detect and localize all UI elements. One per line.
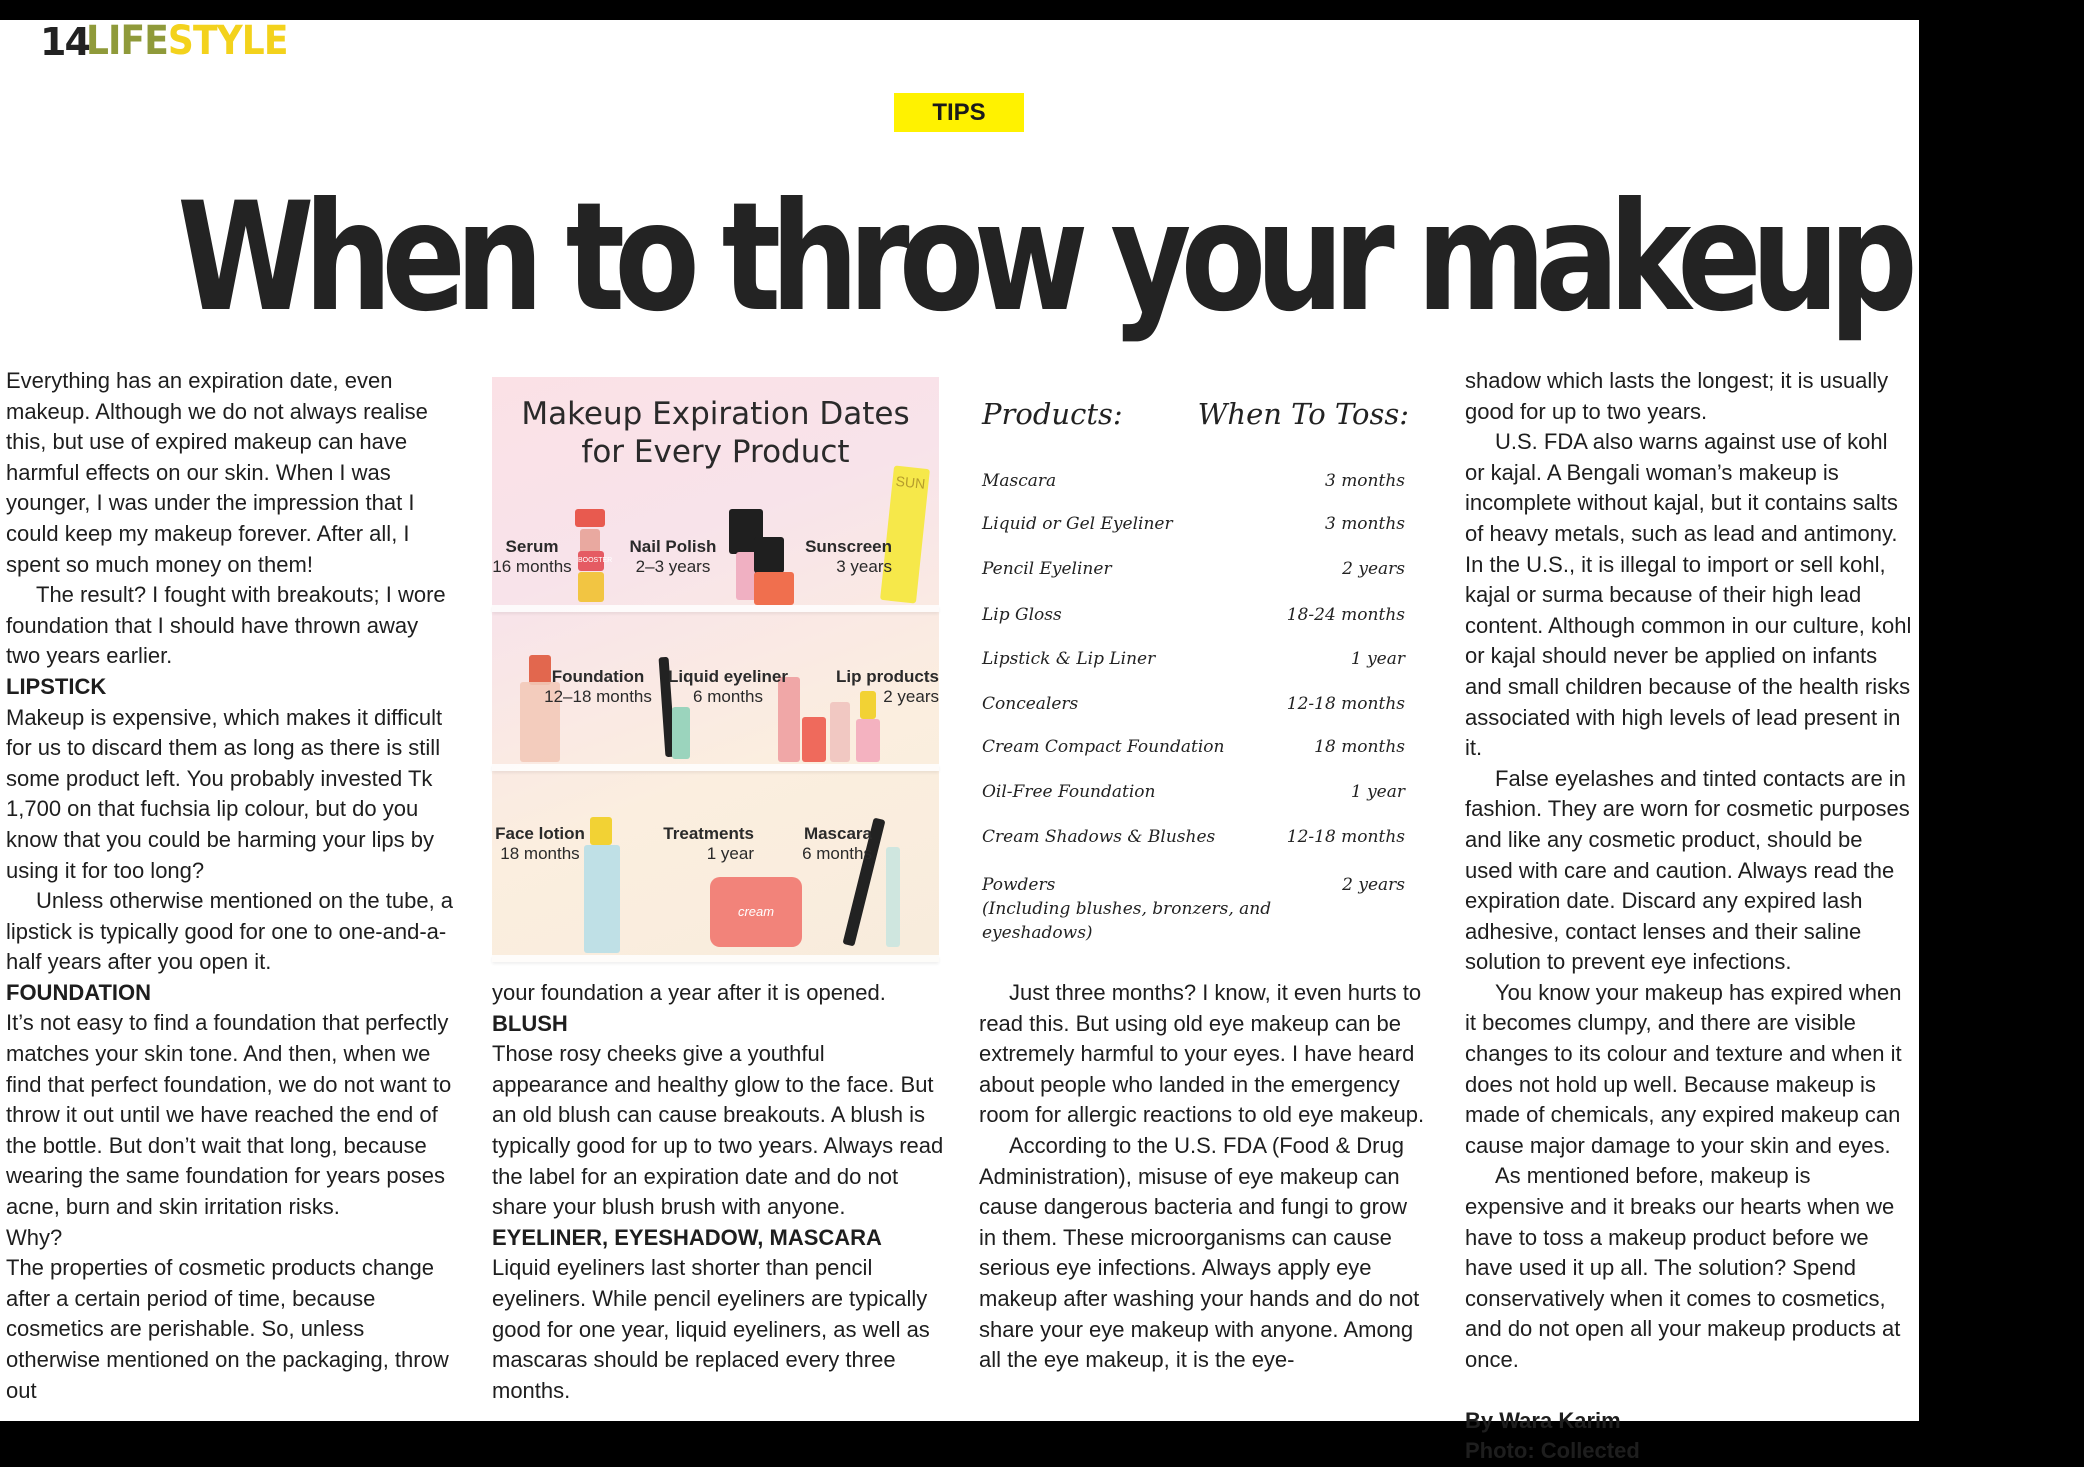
serum-dropper-icon [575,509,605,527]
row-time: 2 years [1342,875,1405,895]
item-name: Nail Polish [629,537,717,556]
row-time: 12-18 months [1286,827,1405,847]
row-product: Mascara [982,471,1057,491]
row-product-name: Powders [982,875,1056,895]
row-time: 3 months [1324,514,1405,534]
item-time: 3 years [836,557,892,576]
subheading-blush: BLUSH [492,1010,568,1036]
article-column-4 [1465,366,1913,1467]
lip-products-label [827,667,939,707]
row-time: 3 months [1324,471,1405,491]
paragraph: As mentioned before, makeup is expensive and it breaks our hearts when we have to toss a makeup product before we have used it up all. The solution? Spend conservatively when it comes to cosmetics, and do not open all your makeup products at once. [1465,1163,1901,1372]
paragraph: Unless otherwise mentioned on the tube, a lipstick is typically good for one to one-and-a-half years after you open it. [6,888,454,975]
paragraph: The result? I fought with breakouts; I wore foundation that I should have thrown away two years earlier. [6,582,446,669]
row-product: Concealers [982,694,1079,714]
tips-tag: TIPS [894,93,1024,132]
article-column-3 [979,978,1429,1376]
item-name: Treatments [663,824,754,843]
why-line: Why? [6,1224,63,1250]
paragraph: Makeup is expensive, which makes it difficult for us to discard them as long as there is still some product left. You probably invested Tk 1,700 on that fuchsia lip colour, but do you know that you could be harming your lips by using it for too long? [6,704,443,883]
treatment-cream-jar-icon: cream [710,877,802,947]
face-lotion-cap-icon [590,817,612,845]
mascara-tube-icon [886,847,900,947]
lipstick-icon [802,717,826,762]
subheading-foundation: FOUNDATION [6,979,152,1005]
section-logo [86,18,288,64]
paragraph: Just three months? I know, it even hurts to read this. But using old eye makeup can be extremely harmful to your eyes. I have heard about people who landed in the emergency room for allergic reactions to old eye makeup. [979,980,1425,1128]
liquid-eyeliner-label [668,667,788,707]
liquid-eyeliner-tube-icon [672,707,690,759]
shelf [492,764,939,771]
item-name: Sunscreen [805,537,892,556]
row-time: 18 months [1314,737,1405,757]
subheading-lipstick: LIPSTICK [6,673,107,699]
item-name: Foundation [551,667,645,686]
section-life: LIFE [86,18,168,64]
item-time: 16 months [492,557,572,576]
paragraph: Those rosy cheeks give a youthful appearance and healthy glow to the face. But an old blush can cause breakouts. A blush is typically good for up to two years. Always read the label for an expiration date and do not share your blush brush with anyone. [492,1041,944,1220]
nail-polish-label [618,537,728,577]
lipstick-icon [830,702,850,762]
paragraph: According to the U.S. FDA (Food & Drug Administration), misuse of eye makeup can cause dangerous bacteria and fungi to grow in them. These microorganisms can cause serious eye infections. Always apply eye makeup after washing your hands and do not share your eye makeup with anyone. Among all the eye makeup, it is the eye- [979,1132,1420,1373]
paragraph: Liquid eyeliners last shorter than pencil eyeliners. While pencil eyeliners are typically good for one year, liquid eyeliners, as well as mascaras should be replaced every three months. [492,1255,930,1403]
toss-table [979,377,1409,962]
row-time: 18-24 months [1286,605,1405,625]
article-column-1 [6,366,454,1406]
item-time: 12–18 months [544,687,652,706]
paragraph: your foundation a year after it is opened. [492,980,886,1005]
row-product: Cream Compact Foundation [982,737,1225,757]
paragraph: False eyelashes and tinted contacts are in fashion. They are worn for cosmetic purposes and like any cosmetic product, should be used with care and caution. Always read the expiration date. Discard any expired lash adhesive, contact lenses and their saline solution to prevent eye infections. [1465,765,1910,975]
nail-polish-cap-icon [754,537,784,573]
nail-polish-bottle-icon [754,572,794,605]
sunscreen-tube-icon: SUN [880,465,930,603]
item-name: Face lotion [495,824,585,843]
page-number: 14 [40,20,89,64]
paragraph: You know your makeup has expired when it becomes clumpy, and there are visible changes to its colour and texture and when it does not hold up well. Because makeup is made of chemicals, any expired makeup can cause major damage to your skin and eyes. [1465,979,1902,1158]
expiration-infographic [492,377,939,962]
row-product: Liquid or Gel Eyeliner [982,514,1173,534]
shelf [492,605,939,612]
row-product: Lipstick & Lip Liner [982,649,1156,669]
sunscreen-label [802,537,892,577]
section-style: STYLE [167,18,288,64]
serum-neck-icon [580,529,600,553]
row-time: 12-18 months [1286,694,1405,714]
item-time: 6 months [802,844,872,863]
row-time: 2 years [1342,559,1405,579]
serum-bottle-icon [578,572,604,602]
paragraph: Everything has an expiration date, even makeup. Although we do not always realise this, but use of expired makeup can have harmful effects on our skin. When I was younger, I was under the impression that I could keep my makeup forever. After all, I spent so much money on them! [6,368,428,577]
foundation-label [538,667,658,707]
face-lotion-label [494,824,586,864]
serum-label [492,537,572,577]
paragraph: shadow which lasts the longest; it is usually good for up to two years. [1465,368,1889,424]
infographic-title-line-2: for Every Product [581,434,850,470]
table-header-toss: When To Toss: [1197,397,1409,431]
headline [0,168,1919,348]
mascara-label [792,824,872,864]
paragraph: The properties of cosmetic products change after a certain period of time, because cosmetics are perishable. So, unless otherwise mentioned on the packaging, throw out [6,1255,449,1403]
item-name: Liquid eyeliner [668,667,788,686]
item-time: 18 months [500,844,580,863]
item-time: 1 year [706,844,754,863]
row-product [982,873,1282,945]
item-time: 6 months [693,687,763,706]
row-product: Pencil Eyeliner [982,559,1112,579]
treatments-label [644,824,754,864]
paragraph: It’s not easy to find a foundation that perfectly matches your skin tone. And then, when we find that perfect foundation, we do not want to throw it out until we have reached the end of the bottle. But don’t wait that long, because wearing the same foundation for years poses acne, burn and skin irritation risks. [6,1010,452,1220]
face-lotion-bottle-icon [584,845,620,953]
row-product: Lip Gloss [982,605,1062,625]
row-time: 1 year [1350,782,1405,802]
item-name: Lip products [836,667,939,686]
infographic-title [492,395,939,471]
lipstick-icon [856,719,880,762]
item-name: Mascara [803,824,872,843]
subheading-eye-makeup: EYELINER, EYESHADOW, MASCARA [492,1224,882,1250]
photo-credit: Photo: Collected [1465,1438,1640,1464]
row-product-note: (Including blushes, bronzers, and eyeshadows) [982,899,1272,943]
row-product: Oil-Free Foundation [982,782,1156,802]
serum-label-icon: BOOSTER [578,551,604,571]
byline: By Wara Karim [1465,1407,1621,1433]
article-column-2 [492,978,944,1406]
row-product: Cream Shadows & Blushes [982,827,1216,847]
item-time: 2 years [883,687,939,706]
shelf [492,955,939,962]
infographic-title-line-1: Makeup Expiration Dates [521,396,910,432]
table-header-products: Products: [982,397,1123,431]
item-time: 2–3 years [635,557,711,576]
row-time: 1 year [1350,649,1405,669]
item-name: Serum [505,537,559,556]
newspaper-page [0,18,1919,1464]
paragraph: U.S. FDA also warns against use of kohl or kajal. A Bengali woman’s makeup is incomplete without kajal, but it contains salts of heavy metals, such as lead and antimony. In the U.S., it is illegal to import or sell kohl, kajal or surma because of their high lead content. Although common in our culture, kohl or kajal should never be applied on infants and small children because of the health risks associated with high levels of lead present in it. [1465,429,1912,761]
headline-text: When to throw your makeup [177,171,1908,345]
